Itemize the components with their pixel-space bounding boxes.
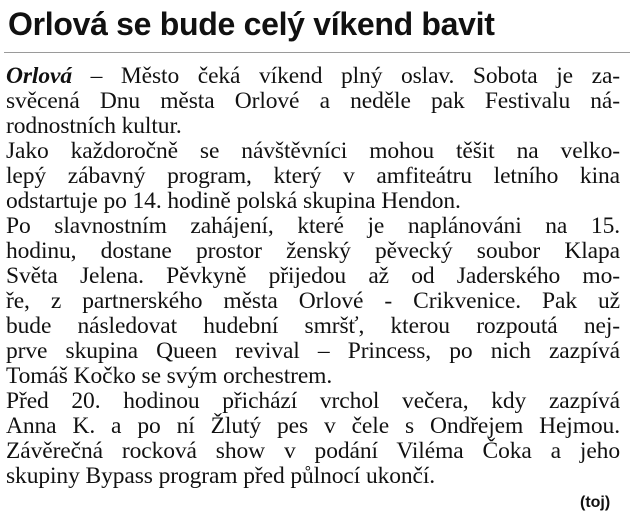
article-line-16: Závěrečná rocková show v podání Viléma Čoka a jeho [6,438,620,464]
article-line-8: hodinu, dostane prostor ženský pěvecký soubor Klapa [6,238,620,264]
headline-divider [4,52,630,53]
article-line-7: Po slavnostním zahájení, které je naplánováni na 15. [6,213,620,239]
article-line-5: lepý zábavný program, který v amfiteátru letního kina [6,163,620,189]
article-line-13: Tomáš Kočko se svým orchestrem. [6,363,333,389]
article-line-1 [6,64,620,89]
article-line-15: Anna K. a po ní Žlutý pes v čele s Ondřejem Hejmou. [6,413,620,439]
article-line-3: rodnostních kultur. [6,113,182,139]
article-line-9: Světa Jelena. Pěvkyně přijedou až od Jaderského mo- [6,263,620,289]
article-dateline: Orlová [6,63,72,89]
author-signature: (toj) [580,494,611,511]
article-line-12: prve skupina Queen revival – Princess, po nich zazpívá [6,338,620,364]
article-line-11: bude následovat hudební smršť, kterou rozpoutá nej- [6,313,620,339]
article-line-14: Před 20. hodinou přichází vrchol večera, kdy zazpívá [6,388,620,414]
article-headline: Orlová se bude celý víkend bavit [8,6,495,42]
article-line-2: svěcená Dnu města Orlové a neděle pak Festivalu ná- [6,88,620,114]
article-line-4: Jako každoročně se návštěvníci mohou těšit na velko- [6,138,620,164]
article-line-6: odstartuje po 14. hodině polská skupina Hendon. [6,188,461,214]
article-line-10: ře, z partnerského města Orlové - Crikvenice. Pak už [6,288,620,314]
article-line-text: – Město čeká víkend plný oslav. Sobota je za- [71,63,620,89]
article-line-17: skupiny Bypass program před půlnocí ukončí. [6,463,436,489]
